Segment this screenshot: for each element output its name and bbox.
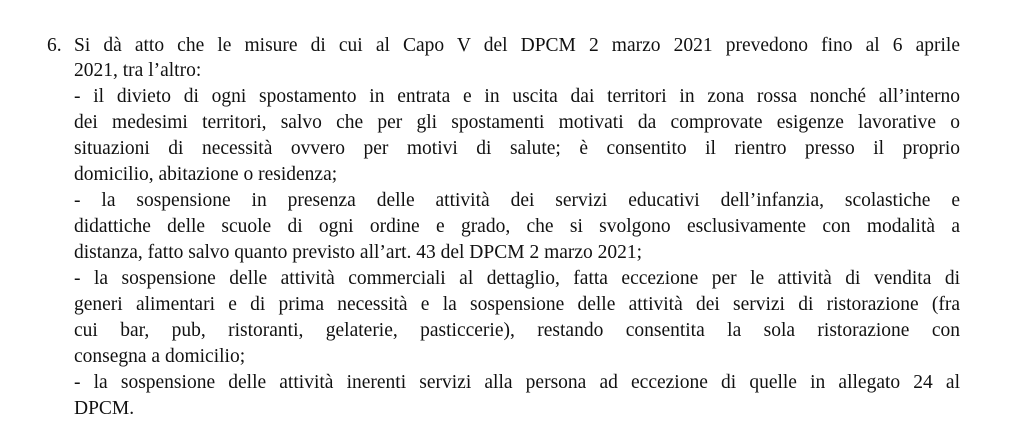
bullet-line: - la sospensione delle attività commerciali al dettaglio, fatta eccezione per le attività di vendita di: [74, 268, 960, 289]
paragraph-line: distanza, fatto salvo quanto previsto all’art. 43 del DPCM 2 marzo 2021;: [74, 242, 643, 263]
paragraph-line: didattiche delle scuole di ogni ordine e grado, che si svolgono esclusivamente con modalità a: [74, 216, 960, 237]
paragraph-line: generi alimentari e di prima necessità e la sospensione delle attività dei servizi di ristorazione (fra: [74, 294, 960, 315]
paragraph-line: domicilio, abitazione o residenza;: [74, 164, 338, 185]
bullet-line: - la sospensione in presenza delle attività dei servizi educativi dell’infanzia, scolastiche e: [74, 190, 960, 211]
paragraph-line: 2021, tra l’altro:: [74, 60, 202, 81]
bullet-line: - la sospensione delle attività inerenti servizi alla persona ad eccezione di quelle in allegato 24 al: [74, 372, 960, 393]
paragraph-line: cui bar, pub, ristoranti, gelaterie, pasticcerie), restando consentita la sola ristorazione con: [74, 320, 960, 341]
bullet-line: - il divieto di ogni spostamento in entrata e in uscita dai territori in zona rossa nonché all’interno: [74, 86, 960, 107]
paragraph-line: DPCM.: [74, 398, 135, 419]
paragraph-line: dei medesimi territori, salvo che per gli spostamenti motivati da comprovate esigenze lavorative o: [74, 112, 960, 133]
paragraph-line: Si dà atto che le misure di cui al Capo V del DPCM 2 marzo 2021 prevedono fino al 6 aprile: [74, 35, 960, 56]
paragraph-line: consegna a domicilio;: [74, 346, 246, 367]
paragraph-line: situazioni di necessità ovvero per motivi di salute; è consentito il rientro presso il proprio: [74, 138, 960, 159]
paragraph-number: 6.: [47, 35, 62, 56]
